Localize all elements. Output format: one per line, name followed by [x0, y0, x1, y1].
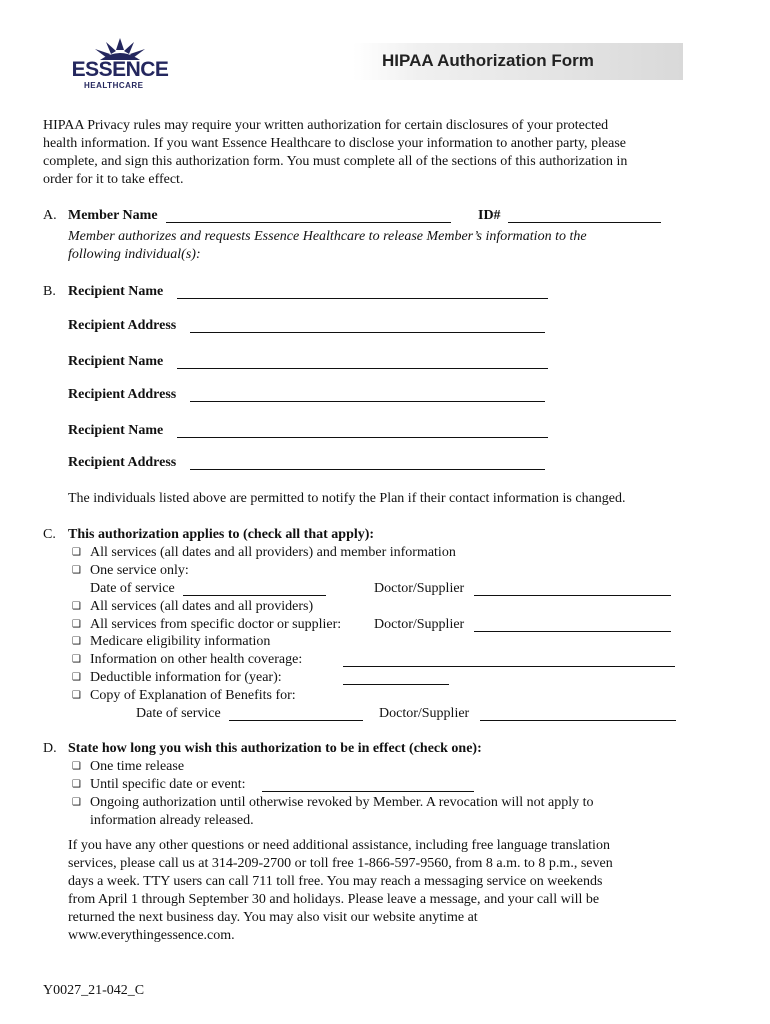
recipient-name-field-2[interactable] [177, 354, 548, 369]
essence-logo [70, 36, 170, 96]
option-c6-label: Information on other health coverage: [90, 652, 303, 667]
option-c4-label: All services from specific doctor or supplier: [90, 617, 342, 632]
section-b-letter: B. [43, 284, 56, 299]
c4-doctor-label: Doctor/Supplier [374, 617, 465, 632]
section-d-letter: D. [43, 741, 57, 756]
checkbox-c3[interactable]: ❑ [72, 601, 81, 612]
c7-year-field[interactable] [343, 670, 449, 685]
recipient-address-label-3: Recipient Address [68, 455, 177, 470]
recipient-name-field-1[interactable] [177, 284, 548, 299]
recipient-address-field-2[interactable] [190, 387, 545, 402]
c4-doctor-field[interactable] [474, 617, 671, 632]
checkbox-d1[interactable]: ❑ [72, 761, 81, 772]
member-name-label: Member Name [68, 208, 158, 223]
recipient-name-field-3[interactable] [177, 423, 548, 438]
id-label: ID# [478, 208, 501, 223]
option-c7-label: Deductible information for (year): [90, 670, 282, 685]
logo-wordmark: ESSENCE [71, 58, 169, 81]
c8-date-field[interactable] [229, 706, 363, 721]
contact-line-5: returned the next business day. You may also visit our website anytime at [68, 910, 478, 925]
recipient-address-field-1[interactable] [190, 318, 545, 333]
option-c8-label: Copy of Explanation of Benefits for: [90, 688, 296, 703]
intro-line-4: order for it to take effect. [43, 172, 184, 187]
option-c3-label: All services (all dates and all providers) [90, 599, 314, 614]
checkbox-c7[interactable]: ❑ [72, 672, 81, 683]
section-c-heading: This authorization applies to (check all that apply): [68, 527, 375, 542]
member-name-field[interactable] [166, 208, 451, 223]
checkbox-c6[interactable]: ❑ [72, 654, 81, 665]
option-c5-label: Medicare eligibility information [90, 634, 271, 649]
option-d2-label: Until specific date or event: [90, 777, 246, 792]
checkbox-c1[interactable]: ❑ [72, 547, 81, 558]
contact-line-4: from April 1 through September 30 and holidays. Please leave a message, and your call will be [68, 892, 600, 907]
checkbox-c2[interactable]: ❑ [72, 565, 81, 576]
logo-subtitle: HEALTHCARE [84, 81, 144, 90]
checkbox-d3[interactable]: ❑ [72, 797, 81, 808]
c2-doctor-label: Doctor/Supplier [374, 581, 465, 596]
c2-date-label: Date of service [90, 581, 175, 596]
recipient-address-field-3[interactable] [190, 455, 545, 470]
section-a-note-1: Member authorizes and requests Essence Healthcare to release Member’s information to the [68, 229, 587, 244]
intro-line-1: HIPAA Privacy rules may require your written authorization for certain disclosures of your protected [43, 118, 609, 133]
recipient-name-label-3: Recipient Name [68, 423, 164, 438]
website-link[interactable]: www.everythingessence.com. [68, 928, 235, 943]
checkbox-c5[interactable]: ❑ [72, 636, 81, 647]
c8-doctor-field[interactable] [480, 706, 676, 721]
option-c2-label: One service only: [90, 563, 189, 578]
member-id-field[interactable] [508, 208, 661, 223]
form-title: HIPAA Authorization Form [382, 51, 594, 70]
contact-line-1: If you have any other questions or need additional assistance, including free language translation [68, 838, 610, 853]
section-a-letter: A. [43, 208, 57, 223]
d2-date-field[interactable] [262, 777, 474, 792]
intro-line-2: health information. If you want Essence Healthcare to disclose your information to another party, please [43, 136, 627, 151]
c2-doctor-field[interactable] [474, 581, 671, 596]
section-d-heading: State how long you wish this authorization to be in effect (check one): [68, 741, 482, 756]
contact-line-3: days a week. TTY users can call 711 toll free. You may reach a messaging service on weekends [68, 874, 603, 889]
contact-change-notice: The individuals listed above are permitted to notify the Plan if their contact information is changed. [68, 491, 626, 506]
c8-doctor-label: Doctor/Supplier [379, 706, 470, 721]
section-c-letter: C. [43, 527, 56, 542]
option-c1-label: All services (all dates and all providers) and member information [90, 545, 456, 560]
c2-date-field[interactable] [183, 581, 326, 596]
c6-coverage-field[interactable] [343, 652, 675, 667]
option-d1-label: One time release [90, 759, 185, 774]
recipient-address-label-1: Recipient Address [68, 318, 177, 333]
checkbox-c4[interactable]: ❑ [72, 619, 81, 630]
c8-date-label: Date of service [136, 706, 221, 721]
checkbox-d2[interactable]: ❑ [72, 779, 81, 790]
recipient-name-label-1: Recipient Name [68, 284, 164, 299]
form-code: Y0027_21-042_C [43, 983, 145, 998]
contact-line-2: services, please call us at 314-209-2700 or toll free 1-866-597-9560, from 8 a.m. to 8 p.m., seven [68, 856, 613, 871]
recipient-address-label-2: Recipient Address [68, 387, 177, 402]
recipient-name-label-2: Recipient Name [68, 354, 164, 369]
section-a-note-2: following individual(s): [68, 247, 201, 262]
option-d3-label-2: information already released. [90, 813, 254, 828]
intro-line-3: complete, and sign this authorization form. You must complete all of the sections of this authorization in [43, 154, 628, 169]
checkbox-c8[interactable]: ❑ [72, 690, 81, 701]
option-d3-label-1: Ongoing authorization until otherwise revoked by Member. A revocation will not apply to [90, 795, 594, 810]
